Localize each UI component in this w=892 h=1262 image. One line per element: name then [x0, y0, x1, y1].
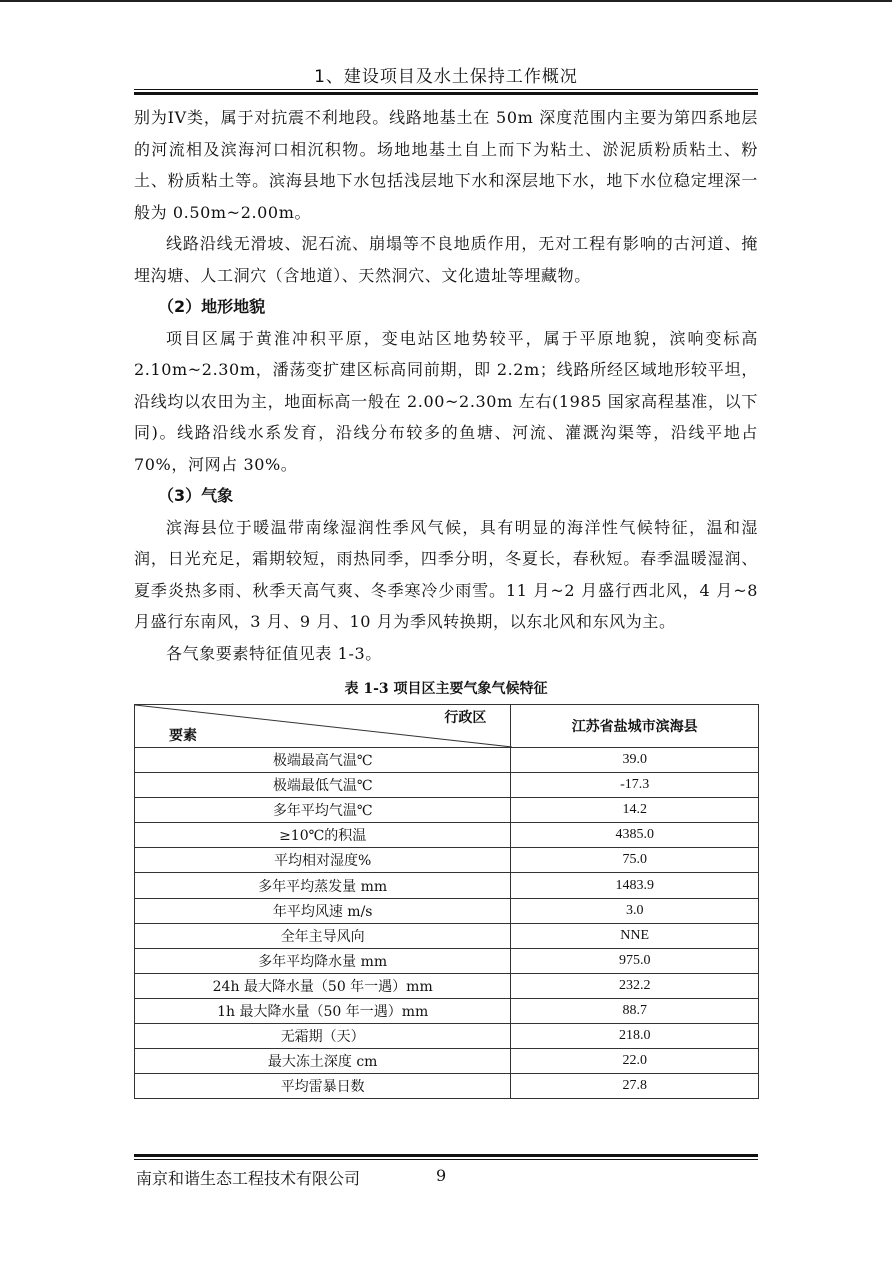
row-value: 3.0 — [511, 898, 759, 923]
row-value: 232.2 — [511, 973, 759, 998]
table-row — [135, 798, 759, 823]
table-row — [135, 1024, 759, 1049]
row-label: ≥10℃的积温 — [135, 823, 511, 848]
paragraph-climate: 滨海县位于暖温带南缘湿润性季风气候，具有明显的海洋性气候特征，温和湿润，日光充足，霜期较短，雨热同季，四季分明，冬夏长，春秋短。春季温暖湿润、夏季炎热多雨、秋季天高气爽、冬季寒冷少雨雪。11 月~2 月盛行西北风，4 月~8 月盛行东南风，3 月、9 月、10 月为季风转换期，以东北风和东风为主。 — [134, 517, 758, 631]
header-rule-thick — [134, 92, 758, 95]
row-label: 多年平均蒸发量 mm — [135, 873, 511, 898]
row-label: 年平均风速 m/s — [135, 898, 511, 923]
body-text — [134, 102, 758, 669]
table-row — [135, 848, 759, 873]
row-value: 88.7 — [511, 998, 759, 1023]
row-label: 最大冻土深度 cm — [135, 1049, 511, 1074]
footer-rule-thick — [134, 1154, 758, 1157]
footer-company-name: 南京和谐生态工程技术有限公司 — [136, 1169, 361, 1188]
table-caption: 表 1-3 项目区主要气象气候特征 — [344, 681, 548, 697]
row-value: 4385.0 — [511, 823, 759, 848]
table-row — [135, 823, 759, 848]
row-label: 多年平均气温℃ — [135, 798, 511, 823]
table-body — [135, 748, 759, 1099]
table-row — [135, 998, 759, 1023]
diagonal-header-cell — [135, 705, 511, 748]
climate-table — [134, 704, 759, 1099]
paragraph-geology: 别为IV类，属于对抗震不利地段。线路地基土在 50m 深度范围内主要为第四系地层的河流相及滨海河口相沉积物。场地地基土自上而下为粘土、淤泥质粉质粘土、粉土、粉质粘土等。滨海县地下水包括浅层地下水和深层地下水，地下水位稳定埋深一般为 0.50m~2.00m。 — [134, 108, 758, 222]
table-row — [135, 773, 759, 798]
table-row — [135, 948, 759, 973]
row-value: 27.8 — [511, 1074, 759, 1099]
row-label: 全年主导风向 — [135, 923, 511, 948]
row-value: 39.0 — [511, 748, 759, 773]
row-value: 218.0 — [511, 1024, 759, 1049]
row-label: 1h 最大降水量（50 年一遇）mm — [135, 998, 511, 1023]
table-header-row — [135, 705, 759, 748]
row-value: 975.0 — [511, 948, 759, 973]
footer-rule-thin — [134, 1159, 758, 1160]
paragraph-table-ref: 各气象要素特征值见表 1-3。 — [166, 643, 382, 663]
top-border — [0, 0, 892, 2]
section-heading-terrain: （2）地形地貌 — [158, 297, 266, 316]
table-row — [135, 1049, 759, 1074]
row-value: 14.2 — [511, 798, 759, 823]
row-label: 极端最低气温℃ — [135, 773, 511, 798]
table-row — [135, 873, 759, 898]
paragraph-terrain: 项目区属于黄淮冲积平原，变电站区地势较平，属于平原地貌，滨响变标高 2.10m~2.30m，潘荡变扩建区标高同前期，即 2.2m；线路所经区域地形较平坦，沿线均以农田为主，地面标高一般在 2.00~2.30m 左右(1985 国家高程基准，以下同)。线路沿线水系发育，沿线分布较多的鱼塘、河流、灌溉沟渠等，沿线平地占 70%，河网占 30%。 — [134, 328, 758, 474]
header-rule-thin — [134, 89, 758, 90]
table-row — [135, 923, 759, 948]
row-label: 多年平均降水量 mm — [135, 948, 511, 973]
corner-label-element: 要素 — [169, 728, 197, 744]
row-label: 极端最高气温℃ — [135, 748, 511, 773]
paragraph-hazards: 线路沿线无滑坡、泥石流、崩塌等不良地质作用，无对工程有影响的古河道、掩埋沟塘、人工洞穴（含地道）、天然洞穴、文化遗址等埋藏物。 — [134, 234, 758, 285]
table-row — [135, 898, 759, 923]
column-header-region: 江苏省盐城市滨海县 — [511, 705, 759, 748]
corner-label-region: 行政区 — [444, 710, 487, 726]
row-value: 1483.9 — [511, 873, 759, 898]
section-heading-climate: （3）气象 — [158, 486, 234, 505]
row-label: 平均相对湿度% — [135, 848, 511, 873]
row-label: 无霜期（天） — [135, 1024, 511, 1049]
row-value: 22.0 — [511, 1049, 759, 1074]
table-row — [135, 973, 759, 998]
page-number: 9 — [436, 1166, 447, 1185]
row-label: 平均雷暴日数 — [135, 1074, 511, 1099]
row-value: 75.0 — [511, 848, 759, 873]
table-row — [135, 748, 759, 773]
table-row — [135, 1074, 759, 1099]
running-header: 1、建设项目及水土保持工作概况 — [314, 67, 578, 87]
row-label: 24h 最大降水量（50 年一遇）mm — [135, 973, 511, 998]
row-value: -17.3 — [511, 773, 759, 798]
row-value: NNE — [511, 923, 759, 948]
